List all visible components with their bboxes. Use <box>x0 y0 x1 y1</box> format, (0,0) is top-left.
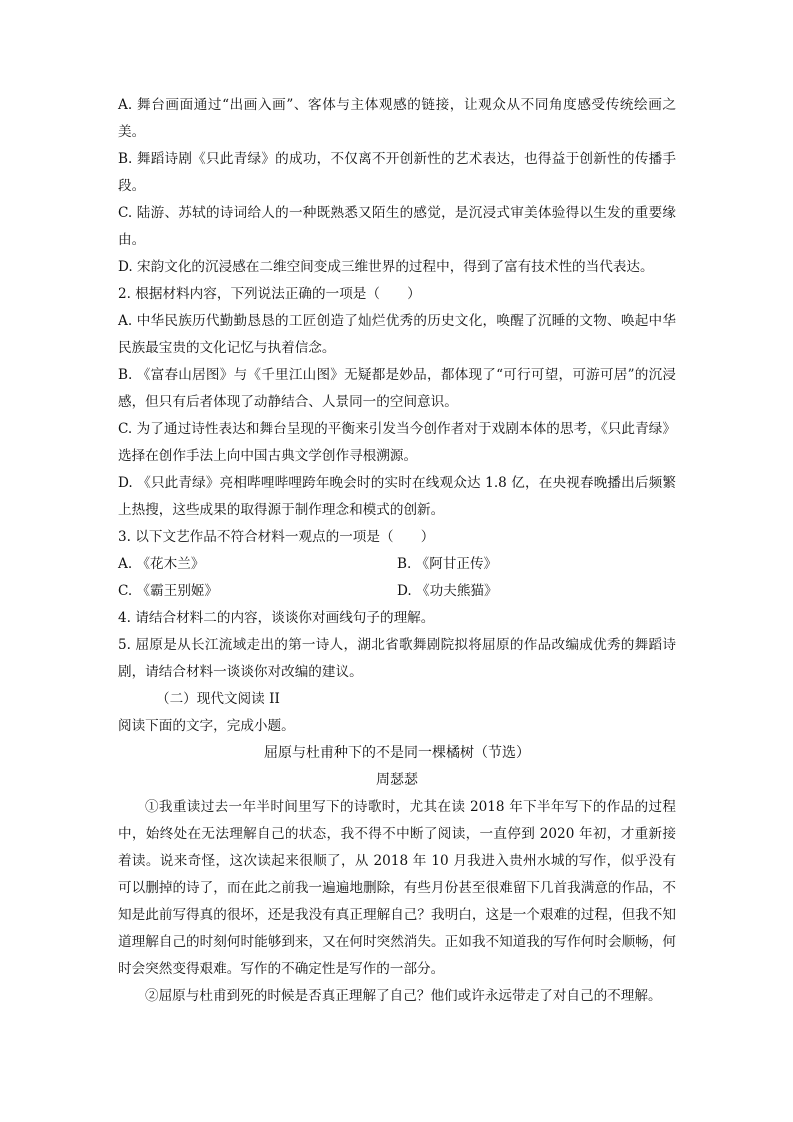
article-paragraph-1: ①我重读过去一年半时间里写下的诗歌时，尤其在读 2018 年下半年写下的作品的过程中，始终处在无法理解自己的状态，我不得不中断了阅读，一直停到 2020 年初，才重新接着读。说来奇怪，这次读起来很顺了，从 2018 年 10 月我进入贵州水城的写作，似乎没有可以删掉的诗了，而在此之前我一遍遍地删除，有些月份甚至很难留下几首我满意的作品，不知是此前写得真的很坏，还是我没有真正理解自己？我明白，这是一个艰难的过程，但我不知道理解自己的时刻何时能够到来，又在何时突然消失。正如我不知道我的写作何时会顺畅，何时会突然变得艰难。写作的不确定性是写作的一部分。 <box>118 799 676 977</box>
q2-option-d: D. 《只此青绿》亮相哔哩哔哩跨年晚会时的实时在线观众达 1.8 亿，在央视春晚播出后频繁上热搜，这些成果的取得源于制作理念和模式的创新。 <box>118 475 676 518</box>
q4-stem: 4. 请结合材料二的内容，谈谈你对画线句子的理解。 <box>118 610 435 626</box>
section-heading: （二）现代文阅读 II <box>156 691 280 707</box>
q5-stem: 5. 屈原是从长江流域走出的第一诗人，湖北省歌舞剧院拟将屈原的作品改编成优秀的舞蹈诗剧，请结合材料一谈谈你对改编的建议。 <box>118 637 676 680</box>
article-paragraph-2: ②屈原与杜甫到死的时候是否真正理解了自己？他们或许永远带走了对自己的不理解。 <box>145 988 662 1004</box>
q3-option-c: C. 《霸王别姬》 <box>118 583 219 599</box>
q2-option-a: A. 中华民族历代勤勤恳恳的工匠创造了灿烂优秀的历史文化，唤醒了沉睡的文物、唤起中华民族最宝贵的文化记忆与执着信念。 <box>118 313 676 356</box>
reading-instruction: 阅读下面的文字，完成小题。 <box>118 718 295 734</box>
q1-option-d: D. 宋韵文化的沉浸感在二维空间变成三维世界的过程中，得到了富有技术性的当代表达。 <box>118 259 654 275</box>
q3-options-row-2 <box>118 578 676 605</box>
q3-option-a: A. 《花木兰》 <box>118 556 205 572</box>
article-author: 周瑟瑟 <box>376 772 418 788</box>
document-page <box>118 92 676 1010</box>
q1-option-b: B. 舞蹈诗剧《只此青绿》的成功，不仅离不开创新性的艺术表达，也得益于创新性的传播手段。 <box>118 151 676 194</box>
q3-option-b: B. 《阿甘正传》 <box>397 556 498 572</box>
q1-option-a: A. 舞台画面通过“出画入画”、客体与主体观感的链接，让观众从不同角度感受传统绘画之美。 <box>118 97 676 140</box>
q2-option-b: B. 《富春山居图》与《千里江山图》无疑都是妙品，都体现了“可行可望，可游可居”的沉浸感，但只有后者体现了动静结合、人景同一的空间意识。 <box>118 367 676 410</box>
q1-option-c: C. 陆游、苏轼的诗词给人的一种既熟悉又陌生的感觉，是沉浸式审美体验得以生发的重要缘由。 <box>118 205 676 248</box>
q3-stem: 3. 以下文艺作品不符合材料一观点的一项是（ ） <box>118 529 435 545</box>
q3-options-row-1 <box>118 551 676 578</box>
q3-option-d: D. 《功夫熊猫》 <box>397 583 498 599</box>
article-title: 屈原与杜甫种下的不是同一棵橘树（节选） <box>264 745 530 761</box>
q2-option-c: C. 为了通过诗性表达和舞台呈现的平衡来引发当今创作者对于戏剧本体的思考，《只此青绿》选择在创作手法上向中国古典文学创作寻根溯源。 <box>118 421 676 464</box>
q2-stem: 2. 根据材料内容，下列说法正确的一项是（ ） <box>118 286 421 302</box>
